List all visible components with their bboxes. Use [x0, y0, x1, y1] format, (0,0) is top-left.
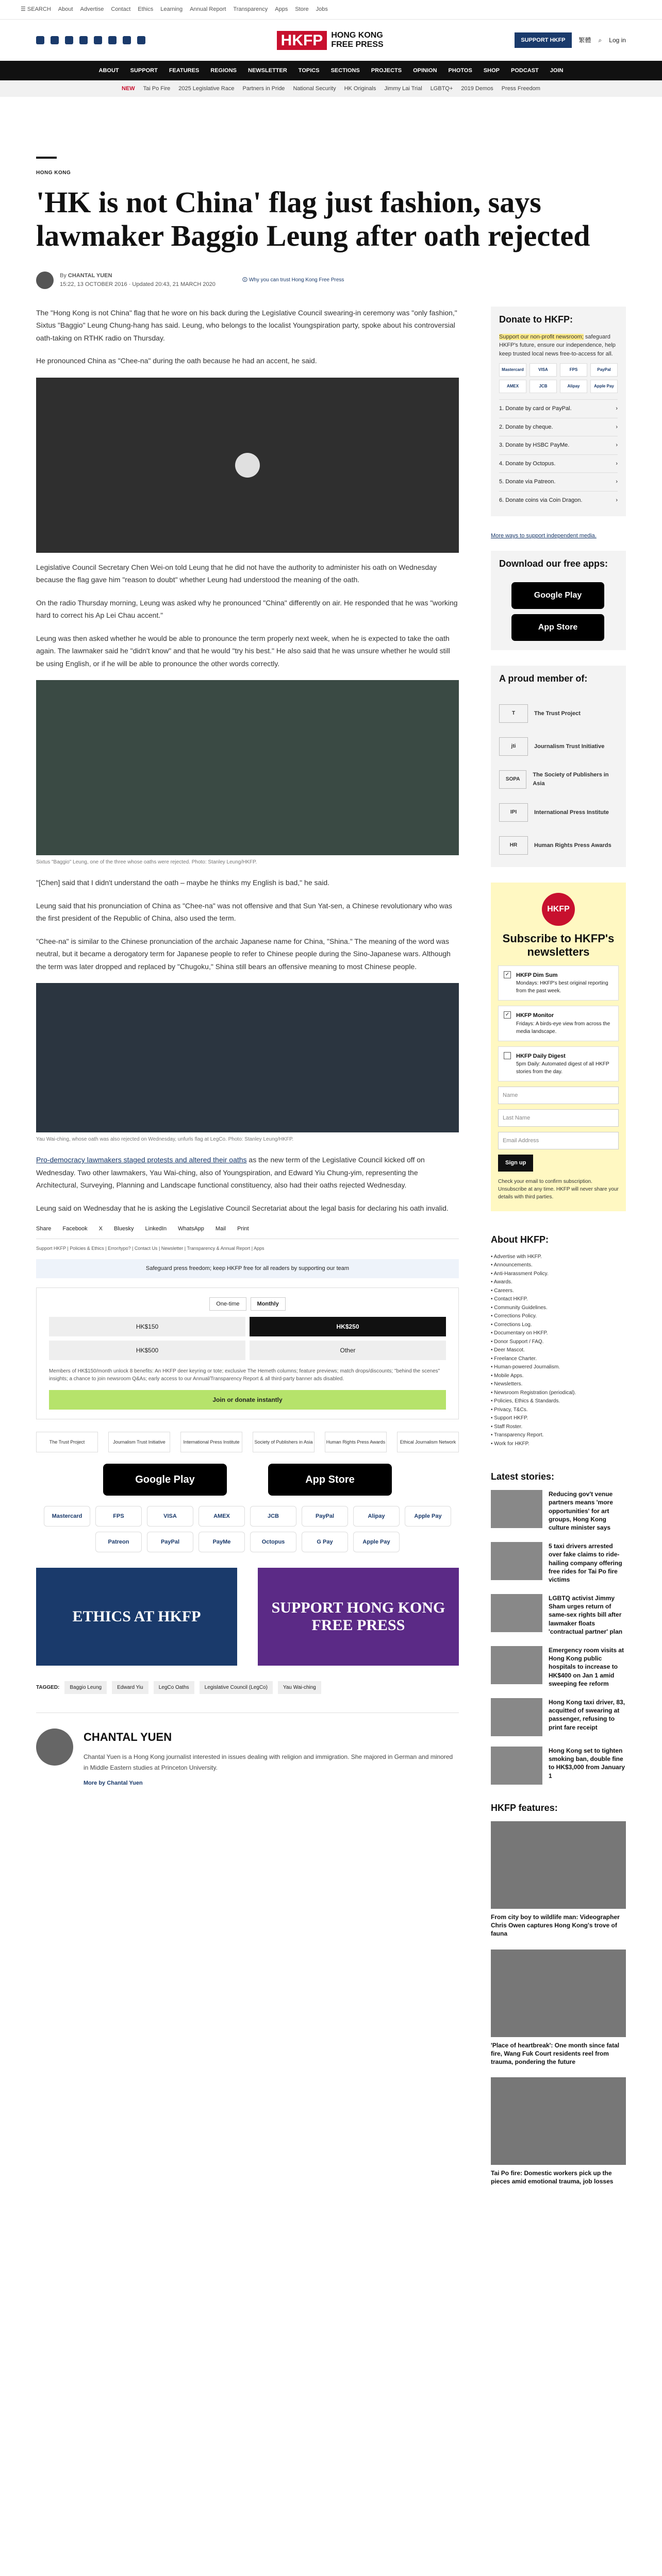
press-logo[interactable]: Ethical Journalism Network [397, 1432, 459, 1452]
feature-image[interactable] [491, 2077, 626, 2165]
nav-item[interactable]: NEWSLETTER [248, 67, 287, 74]
subnav-item[interactable]: National Security [293, 85, 336, 92]
donate-option[interactable] [499, 472, 618, 491]
about-item[interactable]: • Careers. [491, 1287, 514, 1294]
name-field[interactable]: Name [498, 1087, 619, 1104]
donate-option[interactable] [499, 436, 618, 454]
story-headline[interactable]: 5 taxi drivers arrested over fake claims to ride-hailing company offering free rides for Tai Po fire victims [549, 1543, 622, 1583]
feature-headline[interactable]: From city boy to wildlife man: Videographer Chris Owen captures Hong Kong's trove of fauna [491, 1913, 620, 1938]
author-name[interactable]: CHANTAL YUEN [84, 1731, 172, 1744]
subnav-item[interactable]: HK Originals [344, 85, 376, 92]
logo-line-2: FREE PRESS [331, 40, 384, 49]
email-field[interactable]: Email Address [498, 1132, 619, 1149]
payment-logo: Mastercard [499, 363, 526, 377]
chevron-right-icon: › [616, 442, 618, 449]
promo-banners [36, 1568, 459, 1666]
paragraph-text: as the new term of the Legislative Council kicked off on Wednesday. Two other lawmakers, Yau Wai-ching, also of Youngspiration, and Edward Yiu Chung-yim, representing the Architectural, Surveying, Planning and Landscape functional constituency, also had their oaths rejected Wednesday. [36, 1156, 425, 1190]
payment-logo: JCB [250, 1506, 296, 1527]
category-label[interactable]: HONG KONG [36, 170, 71, 176]
press-logo[interactable]: Journalism Trust Initiative [108, 1432, 170, 1452]
features-box [491, 1795, 626, 2186]
paragraph: Leung said on Wednesday that he is asking the Legislative Council Secretariat about the legal basis for declaring his oath invalid. [36, 1204, 449, 1212]
about-item[interactable]: • Donor Support / FAQ. [491, 1338, 544, 1345]
newsletter-name: HKFP Dim Sum [516, 972, 558, 978]
google-play-button[interactable]: Google Play [103, 1464, 227, 1496]
donate-intro [491, 333, 626, 364]
topbar-link[interactable]: Transparency [233, 6, 268, 13]
site-logo[interactable] [277, 31, 384, 50]
about-item[interactable]: • Support HKFP. [491, 1415, 528, 1421]
about-item[interactable]: • Staff Roster. [491, 1423, 523, 1430]
newsletter-note: Check your email to confirm subscription. Unsubscribe at any time. HKFP will never share your details with third parties. [498, 1178, 619, 1200]
jti-icon: jti [499, 737, 528, 756]
nav-item[interactable]: JOIN [550, 67, 564, 74]
tag-list [36, 1681, 459, 1694]
payment-logo: PayMe [198, 1532, 245, 1552]
app-store-button[interactable]: App Store [268, 1464, 392, 1496]
about-item[interactable]: • Documentary on HKFP. [491, 1330, 548, 1336]
donate-option-label: 1. Donate by card or PayPal. [499, 405, 572, 412]
about-box [491, 1227, 626, 1449]
join-button[interactable]: Join or donate instantly [49, 1390, 446, 1410]
checkbox[interactable]: ✓ [504, 971, 511, 978]
member-label: International Press Institute [534, 809, 609, 816]
member-label: The Trust Project [534, 710, 581, 717]
about-item[interactable]: • Advertise with HKFP. [491, 1253, 542, 1260]
hrpa-icon: HR [499, 836, 528, 855]
header-actions [515, 32, 626, 48]
payment-logo: G Pay [302, 1532, 348, 1552]
press-logo[interactable]: Human Rights Press Awards [325, 1432, 387, 1452]
subnav-item[interactable]: Jimmy Lai Trial [384, 85, 422, 92]
members-benefits: Members of HK$150/month unlock 8 benefits: An HKFP deer keyring or tote; exclusive The Hemeth columns; feature previews; match drops/discounts; "behind the scenes" insights; a chance to join newsroom Q&As; early access to our Annual/Transparency Report & all third-party banner ads disabled. [49, 1368, 440, 1382]
about-item[interactable]: • Deer Mascot. [491, 1347, 525, 1353]
nav-item[interactable]: OPINION [413, 67, 437, 74]
youtube-icon[interactable] [94, 36, 102, 44]
nav-item[interactable]: FEATURES [169, 67, 200, 74]
newsletter-option[interactable] [498, 1006, 619, 1041]
newsletter-name: HKFP Monitor [516, 1012, 554, 1019]
press-logo[interactable]: Society of Publishers in Asia [253, 1432, 315, 1452]
latest-story[interactable] [491, 1747, 626, 1785]
payment-logo: PayPal [590, 363, 618, 377]
sopa-icon: SOPA [499, 770, 526, 789]
instagram-icon[interactable] [65, 36, 73, 44]
chevron-right-icon: › [616, 497, 618, 503]
newsletter-title: Subscribe to HKFP's newsletters [502, 931, 615, 959]
topbar-link[interactable]: Advertise [80, 6, 104, 13]
press-logos [36, 1432, 459, 1452]
member-item[interactable] [499, 829, 618, 862]
about-item[interactable]: • Transparency Report. [491, 1432, 544, 1438]
title-rule [36, 157, 57, 159]
about-item[interactable]: • Community Guidelines. [491, 1304, 548, 1311]
member-title: A proud member of: [499, 673, 588, 684]
article-dates: 15:22, 13 OCTOBER 2016 · Updated 20:43, 21 MARCH 2020 [60, 281, 216, 287]
member-item[interactable] [499, 730, 618, 763]
payment-logo: AMEX [499, 380, 526, 393]
member-item[interactable] [499, 697, 618, 730]
google-play-button[interactable]: Google Play [511, 582, 604, 609]
article-title: 'HK is not China' flag just fashion, says lawmaker Baggio Leung after oath rejected [36, 185, 590, 252]
story-thumbnail[interactable] [491, 1646, 542, 1684]
member-label: The Society of Publishers in Asia [533, 772, 609, 787]
nav-item[interactable]: PODCAST [511, 67, 539, 74]
story-headline[interactable]: Emergency room visits at Hong Kong public hospitals to increase to HK$400 on Jan 1 amid sweeping fee reform [549, 1647, 624, 1687]
payment-logo: Apple Pay [353, 1532, 400, 1552]
payment-logo: VISA [529, 363, 557, 377]
share-whatsapp[interactable]: WhatsApp [178, 1226, 204, 1232]
tag[interactable]: Edward Yiu [112, 1681, 148, 1694]
story-thumbnail[interactable] [491, 1490, 542, 1528]
subnav-item[interactable]: Press Freedom [501, 85, 540, 92]
member-item[interactable] [499, 796, 618, 829]
language-link[interactable]: 繁體 [578, 37, 591, 44]
subnav-item[interactable]: LGBTQ+ [430, 85, 453, 92]
inline-link[interactable]: Pro-democracy lawmakers staged protests and altered their oaths [36, 1156, 247, 1164]
article-photo [36, 680, 459, 855]
search-label: SEARCH [27, 6, 51, 13]
author-avatar-large[interactable] [36, 1728, 73, 1766]
share-mail[interactable]: Mail [215, 1226, 226, 1232]
rss-icon[interactable] [137, 36, 145, 44]
about-item[interactable]: • Policies, Ethics & Standards. [491, 1398, 560, 1404]
trust-link[interactable]: 🛈 Why you can trust Hong Kong Free Press [242, 277, 344, 283]
chevron-right-icon: › [616, 423, 618, 430]
newsletter-option[interactable] [498, 1046, 619, 1082]
topbar-link[interactable]: Annual Report [190, 6, 226, 13]
story-headline[interactable]: Reducing gov't venue partners means 'more opportunities' for art groups, Hong Kong culture minister says [549, 1490, 613, 1531]
subnav-item[interactable]: 2019 Demos [461, 85, 493, 92]
article-body [36, 307, 459, 2197]
main-nav [0, 61, 662, 80]
threads-icon[interactable] [79, 36, 88, 44]
donate-option-label: 2. Donate by cheque. [499, 423, 553, 430]
paragraph: "Chee-na" is similar to the Chinese pronunciation of the archaic Japanese name for China, "Shina." The meaning of the word was neutral, but it became a derogatory term for Japanese people to refer to Chinese people during the Sino-Japanese wars. Although the term was later dropped and replaced by "Chugoku," Shina still bears an offensive meaning to most Chinese people. [36, 937, 451, 971]
share-print[interactable]: Print [237, 1226, 249, 1232]
ethics-banner[interactable]: ETHICS AT HKFP [36, 1568, 237, 1666]
latest-story[interactable] [491, 1646, 626, 1688]
checkbox[interactable] [504, 1052, 511, 1059]
payment-methods [36, 1506, 459, 1552]
new-label: NEW [122, 85, 135, 92]
play-icon[interactable] [235, 453, 260, 478]
about-item[interactable]: • Contact HKFP. [491, 1296, 528, 1302]
logo-line-1: HONG KONG [331, 31, 383, 40]
payment-logo: Alipay [560, 380, 587, 393]
member-label: Journalism Trust Initiative [534, 743, 605, 750]
story-thumbnail[interactable] [491, 1698, 542, 1736]
amount-option[interactable]: HK$500 [49, 1341, 245, 1360]
share-linkedin[interactable]: LinkedIn [145, 1226, 167, 1232]
press-logo[interactable]: International Press Institute [180, 1432, 242, 1452]
about-item[interactable]: • Privacy, T&Cs. [491, 1406, 528, 1413]
safeguard-banner[interactable]: Safeguard press freedom; keep HKFP free for all readers by supporting our team [36, 1259, 459, 1278]
signup-button[interactable]: Sign up [498, 1155, 533, 1172]
features-title: HKFP features: [491, 1802, 558, 1813]
latest-stories [491, 1464, 626, 1785]
about-item[interactable]: • Work for HKFP. [491, 1440, 529, 1447]
nav-item[interactable]: TOPICS [298, 67, 320, 74]
donate-option[interactable] [499, 418, 618, 436]
author-link[interactable]: CHANTAL YUEN [68, 273, 112, 279]
whatsapp-icon[interactable] [123, 36, 131, 44]
payment-logo: JCB [529, 380, 557, 393]
about-item[interactable]: • Corrections Log. [491, 1321, 532, 1328]
sub-nav [0, 80, 662, 97]
author-box [36, 1713, 459, 1787]
donate-box [491, 307, 626, 517]
latest-story[interactable] [491, 1698, 626, 1736]
linkedin-icon[interactable] [108, 36, 117, 44]
x-icon[interactable] [51, 36, 59, 44]
donate-title: Donate to HKFP: [499, 314, 573, 325]
paragraph: "[Chen] said that I didn't understand the oath – maybe he thinks my English is bad," he said. [36, 878, 330, 887]
chevron-right-icon: › [616, 460, 618, 467]
newsletter-name: HKFP Daily Digest [516, 1053, 566, 1059]
byline [36, 272, 626, 289]
donate-option-label: 4. Donate by Octopus. [499, 460, 556, 467]
newsletter-icon: HKFP [542, 893, 575, 926]
about-item[interactable]: • Newsroom Registration (periodical). [491, 1389, 576, 1396]
payment-logo: PayPal [147, 1532, 193, 1552]
story-headline[interactable]: Hong Kong set to tighten smoking ban, double fine to HK$3,000 from January 1 [549, 1747, 625, 1780]
donate-options [491, 399, 626, 516]
about-item[interactable]: • Freelance Charter. [491, 1355, 537, 1362]
payment-logo: FPS [95, 1506, 142, 1527]
member-item[interactable] [499, 763, 618, 796]
newsletter-option[interactable] [498, 965, 619, 1001]
latest-story[interactable] [491, 1490, 626, 1532]
search-icon[interactable]: ⌕ [598, 37, 602, 44]
video-embed[interactable] [36, 378, 459, 553]
topbar-link[interactable]: Ethics [138, 6, 154, 13]
trust-project-icon: T [499, 704, 528, 723]
donate-intro-highlight[interactable]: Support our non-profit newsroom; [499, 333, 584, 340]
donate-intro-text: safeguard HKFP's future, ensure our independence, help keep trusted local news free-to-access for all. [499, 333, 616, 357]
feature-image[interactable] [491, 1821, 626, 1909]
donate-amounts [49, 1317, 446, 1360]
donate-option-label: 5. Donate via Patreon. [499, 479, 556, 485]
payment-logo: VISA [147, 1506, 193, 1527]
logo-text [331, 31, 383, 49]
paragraph: On the radio Thursday morning, Leung was asked why he pronounced "China" differently on air. He responded that he was "working hard to correct his Ap Lei Chau accent." [36, 598, 458, 620]
photo-caption: Yau Wai-ching, whose oath was also rejected on Wednesday, unfurls flag at LegCo. Photo: Stanley Leung/HKFP. [36, 1137, 294, 1143]
topbar-link[interactable]: About [58, 6, 73, 13]
member-box [491, 666, 626, 867]
tag[interactable]: Baggio Leung [64, 1681, 107, 1694]
nav-item[interactable]: SECTIONS [330, 67, 360, 74]
donate-option[interactable] [499, 491, 618, 510]
nav-item[interactable]: REGIONS [210, 67, 237, 74]
nav-item[interactable]: PHOTOS [448, 67, 472, 74]
author-bio: Chantal Yuen is a Hong Kong journalist interested in issues dealing with religion and immigration. She majored in German and minored in Middle Eastern studies at Princeton University. [84, 1753, 453, 1771]
tag[interactable]: LegCo Oaths [154, 1681, 194, 1694]
payment-logo: Patreon [95, 1532, 142, 1552]
amount-option[interactable]: Other [250, 1341, 446, 1360]
tab-one-time[interactable]: One-time [209, 1297, 246, 1311]
nav-item[interactable]: SHOP [483, 67, 500, 74]
donate-option[interactable] [499, 399, 618, 418]
payment-logo: AMEX [198, 1506, 245, 1527]
story-thumbnail[interactable] [491, 1542, 542, 1580]
sidebar-payment-logos [491, 363, 626, 399]
donate-tabs [49, 1297, 446, 1311]
about-list [491, 1253, 626, 1449]
facebook-icon[interactable] [36, 36, 44, 44]
apps-box [491, 551, 626, 650]
subnav-item[interactable]: Tai Po Fire [143, 85, 171, 92]
share-label: Share [36, 1226, 52, 1232]
last-name-field[interactable]: Last Name [498, 1109, 619, 1127]
payment-logo: FPS [560, 363, 587, 377]
about-item[interactable]: • Awards. [491, 1279, 512, 1285]
tag[interactable]: Legislative Council (LegCo) [200, 1681, 273, 1694]
paragraph: He pronounced China as "Chee-na" during the oath because he had an accent, he said. [36, 357, 317, 365]
share-bar [36, 1225, 459, 1239]
latest-story[interactable] [491, 1594, 626, 1636]
chevron-right-icon: › [616, 479, 618, 485]
paragraph: Leung said that his pronunciation of China as "Chee-na" was not offensive and that Sun Yat-sen, a Chinese revolutionary who was the first president of the Republic of China, also used the term. [36, 901, 452, 923]
payment-logo: Alipay [353, 1506, 400, 1527]
donate-option-label: 6. Donate coins via Coin Dragon. [499, 497, 583, 503]
support-button[interactable]: SUPPORT HKFP [515, 32, 571, 48]
donate-option-label: 3. Donate by HSBC PayMe. [499, 442, 570, 449]
logo-mark: HKFP [277, 31, 327, 50]
checkbox[interactable]: ✓ [504, 1011, 511, 1019]
share-facebook[interactable]: Facebook [62, 1226, 88, 1232]
paragraph: Leung was then asked whether he would be able to pronounce the term properly next week, when he is expected to take the oath again. The lawmaker said he "didn't know" and that he would "try his best." He also said that he was unsure whether he would still be using English, or if he will be able to pronounce the other words correctly. [36, 634, 450, 668]
about-item[interactable]: • Mobile Apps. [491, 1372, 524, 1379]
payment-logo: PayPal [302, 1506, 348, 1527]
payment-logo: Apple Pay [590, 380, 618, 393]
chevron-right-icon: › [616, 405, 618, 412]
about-item[interactable]: • Human-powered Journalism. [491, 1364, 560, 1370]
social-links [36, 36, 145, 44]
more-ways-link[interactable]: More ways to support independent media. [491, 533, 597, 539]
sidebar [491, 307, 626, 2197]
article-photo [36, 983, 459, 1132]
about-title: About HKFP: [491, 1234, 549, 1245]
nav-item[interactable]: PROJECTS [371, 67, 402, 74]
newsletter-desc: 5pm Daily: Automated digest of all HKFP stories from the day. [516, 1061, 609, 1075]
payment-logo: Octopus [250, 1532, 296, 1552]
article-footer-links[interactable]: Support HKFP | Policies & Ethics | Error/typo? | Contact Us | Newsletter | Transparency & Annual Report | Apps [36, 1245, 264, 1251]
about-item[interactable]: • Corrections Policy. [491, 1313, 537, 1319]
apps-title: Download our free apps: [499, 558, 608, 569]
byline-text [60, 272, 216, 289]
donate-option[interactable] [499, 454, 618, 473]
latest-title: Latest stories: [491, 1471, 555, 1482]
app-store-row [36, 1464, 459, 1496]
newsletter-desc: Fridays: A birds-eye view from across the media landscape. [516, 1021, 610, 1035]
tagged-label: TAGGED: [36, 1685, 60, 1691]
paragraph: Legislative Council Secretary Chen Wei-on told Leung that he did not have the authority to administer his oath on Wednesday because the flag gave him "reason to doubt" whether Leung had understood the meaning of the oath. [36, 563, 437, 584]
app-store-button[interactable]: App Store [511, 614, 604, 641]
payment-logo: Apple Pay [405, 1506, 451, 1527]
tab-monthly[interactable]: Monthly [251, 1297, 286, 1311]
nav-item[interactable]: SUPPORT [130, 67, 158, 74]
story-headline[interactable]: Hong Kong taxi driver, 83, acquitted of swearing at passenger, refusing to print fare receipt [549, 1698, 625, 1731]
search-link[interactable]: ☰ SEARCH [21, 6, 51, 13]
topbar-link[interactable]: Learning [160, 6, 183, 13]
top-bar [0, 0, 662, 20]
about-item[interactable]: • Announcements. [491, 1262, 533, 1268]
topbar-link[interactable]: Apps [275, 6, 288, 13]
amount-option[interactable]: HK$150 [49, 1317, 245, 1336]
feature-headline[interactable]: 'Place of heartbreak': One month since fatal fire, Wang Fuk Court residents reel from trauma, pondering the future [491, 2041, 620, 2065]
latest-story[interactable] [491, 1542, 626, 1584]
story-thumbnail[interactable] [491, 1594, 542, 1632]
login-link[interactable]: Log in [609, 37, 626, 44]
topbar-link[interactable]: Store [295, 6, 309, 13]
more-by-author-link[interactable]: More by Chantal Yuen [84, 1780, 143, 1787]
tag[interactable]: Yau Wai-ching [278, 1681, 321, 1694]
subnav-item[interactable]: 2025 Legislative Race [178, 85, 235, 92]
amount-option-selected[interactable]: HK$250 [250, 1317, 446, 1336]
press-logo[interactable]: The Trust Project [36, 1432, 98, 1452]
about-item[interactable]: • Newsletters. [491, 1381, 523, 1387]
ipi-icon: IPI [499, 803, 528, 822]
topbar-link[interactable]: Contact [111, 6, 131, 13]
nav-item[interactable]: ABOUT [98, 67, 119, 74]
share-bluesky[interactable]: Bluesky [114, 1226, 134, 1232]
paragraph: The "Hong Kong is not China" flag that he wore on his back during the Legislative Council swearing-in ceremony was "only fashion," Sixtus "Baggio" Leung Chung-hang has said. Leung, who belongs to the localist Youngspiration party, spoke about his controversial oath-taking on RTHK radio on Thursday. [36, 308, 457, 342]
topbar-link[interactable]: Jobs [316, 6, 328, 13]
story-headline[interactable]: LGBTQ activist Jimmy Sham urges return of same-sex rights bill after lawmaker floats 'contractual partner' plan [549, 1595, 623, 1635]
story-thumbnail[interactable] [491, 1747, 542, 1785]
feature-image[interactable] [491, 1950, 626, 2037]
author-avatar[interactable] [36, 272, 54, 289]
newsletter-desc: Mondays: HKFP's best original reporting from the past week. [516, 980, 608, 994]
photo-caption: Sixtus "Baggio" Leung, one of the three whose oaths were rejected. Photo: Stanley Leung/HKFP. [36, 859, 257, 866]
feature-headline[interactable]: Tai Po fire: Domestic workers pick up the pieces amid emotional trauma, job losses [491, 2170, 614, 2185]
site-header [0, 20, 662, 61]
trust-link-text: Why you can trust Hong Kong Free Press [249, 277, 344, 283]
member-label: Human Rights Press Awards [534, 842, 611, 849]
support-banner[interactable]: SUPPORT HONG KONG FREE PRESS [258, 1568, 459, 1666]
newsletter-box [491, 883, 626, 1211]
about-item[interactable]: • Anti-Harassment Policy. [491, 1270, 549, 1277]
member-list [491, 692, 626, 867]
donate-widget [36, 1287, 459, 1420]
paragraph [36, 1154, 459, 1192]
author-prefix: By [60, 273, 67, 279]
share-x[interactable]: X [98, 1226, 103, 1232]
payment-logo: Mastercard [44, 1506, 90, 1527]
subnav-item[interactable]: Partners in Pride [242, 85, 285, 92]
